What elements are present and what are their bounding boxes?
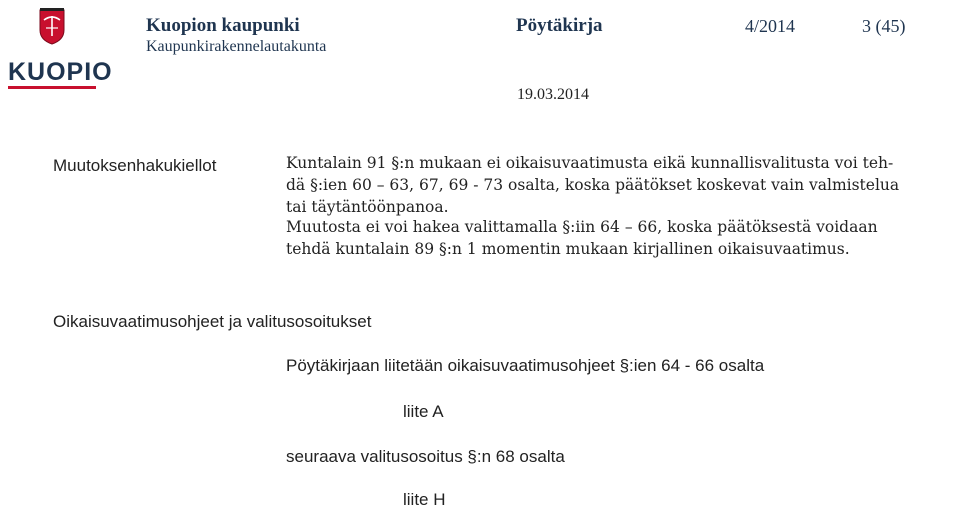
- kuopio-logo: [6, 6, 113, 96]
- attachment-instruction-line: Pöytäkirjaan liitetään oikaisuvaatimusohjeet §:ien 64 - 66 osalta: [286, 356, 765, 375]
- appeal-instructions-heading: Oikaisuvaatimusohjeet ja valitusosoitukset: [53, 312, 372, 331]
- document-number: 4/2014: [745, 16, 796, 36]
- paragraph-line: Kuntalain 91 §:n mukaan ei oikaisuvaatimusta eikä kunnallisvalitusta voi teh-: [286, 154, 894, 172]
- document-type: Pöytäkirja: [516, 15, 603, 36]
- attachment-reference-a: liite A: [403, 402, 444, 421]
- appeal-restrictions-heading: Muutoksenhakukiellot: [53, 156, 217, 175]
- paragraph-line: tehdä kuntalain 89 §:n 1 momentin mukaan kirjallinen oikaisuvaatimus.: [286, 240, 850, 258]
- paragraph-line: dä §:ien 60 – 63, 67, 69 - 73 osalta, koska päätökset koskevat vain valmistelua: [286, 176, 900, 194]
- board-name: Kaupunkirakennelautakunta: [146, 38, 327, 55]
- appeal-restriction-paragraph: [286, 152, 962, 218]
- coat-of-arms-icon: [6, 6, 113, 96]
- appeal-notice-line: seuraava valitusosoitus §:n 68 osalta: [286, 447, 565, 466]
- attachment-reference-h: liite H: [403, 490, 446, 509]
- page-number: 3 (45): [862, 16, 906, 36]
- paragraph-line: tai täytäntöönpanoa.: [286, 198, 449, 216]
- organization-name: Kuopion kaupunki: [146, 15, 300, 36]
- rectification-paragraph: [286, 216, 962, 260]
- meeting-date: 19.03.2014: [517, 86, 589, 103]
- paragraph-line: Muutosta ei voi hakea valittamalla §:iin 64 – 66, koska päätöksestä voidaan: [286, 218, 878, 236]
- svg-text:KUOPIO: KUOPIO: [8, 58, 113, 86]
